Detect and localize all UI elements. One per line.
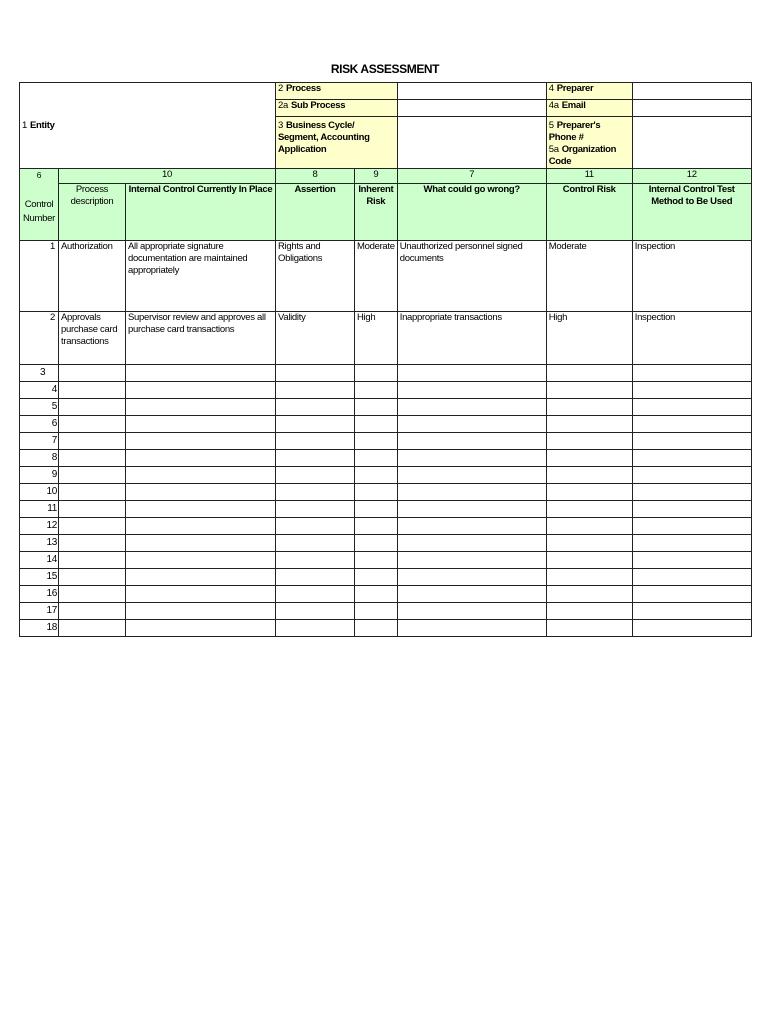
table-row xyxy=(20,569,752,586)
empty-cell[interactable] xyxy=(59,433,126,450)
empty-cell[interactable] xyxy=(126,433,276,450)
table-row xyxy=(20,501,752,518)
colnum-6-and-control-number xyxy=(20,169,59,241)
subprocess-num: 2a xyxy=(278,100,288,111)
column-number-9: 9 xyxy=(355,169,398,184)
control-number-cell[interactable]: 8 xyxy=(20,450,59,467)
empty-cell[interactable] xyxy=(355,552,398,569)
empty-cell[interactable] xyxy=(355,399,398,416)
email-label-cell xyxy=(546,100,632,117)
empty-cell[interactable] xyxy=(126,365,276,382)
control-risk-cell[interactable]: High xyxy=(546,312,632,365)
empty-cell[interactable] xyxy=(59,586,126,603)
empty-cell[interactable] xyxy=(355,535,398,552)
control-number-cell[interactable]: 5 xyxy=(20,399,59,416)
control-number-cell[interactable]: 7 xyxy=(20,433,59,450)
empty-cell[interactable] xyxy=(355,501,398,518)
empty-cell[interactable] xyxy=(632,467,751,484)
empty-cell[interactable] xyxy=(546,620,632,637)
empty-cell[interactable] xyxy=(546,603,632,620)
column-number-row xyxy=(20,169,752,184)
empty-cell[interactable] xyxy=(397,603,546,620)
phone-org-label-cell xyxy=(546,117,632,169)
empty-cell[interactable] xyxy=(276,467,355,484)
column-number-10: 10 xyxy=(59,169,276,184)
empty-cell[interactable] xyxy=(276,518,355,535)
column-number-12: 12 xyxy=(632,169,751,184)
empty-cell[interactable] xyxy=(59,620,126,637)
test-method-cell[interactable]: Inspection xyxy=(632,241,751,312)
empty-cell[interactable] xyxy=(546,416,632,433)
empty-cell[interactable] xyxy=(546,382,632,399)
empty-cell[interactable] xyxy=(546,586,632,603)
empty-cell[interactable] xyxy=(546,518,632,535)
table-row xyxy=(20,484,752,501)
empty-cell[interactable] xyxy=(126,450,276,467)
empty-cell[interactable] xyxy=(59,416,126,433)
table-row xyxy=(20,399,752,416)
control-number-cell[interactable]: 6 xyxy=(20,416,59,433)
phone-org-value[interactable] xyxy=(632,117,751,169)
empty-cell[interactable] xyxy=(546,467,632,484)
empty-cell[interactable] xyxy=(632,569,751,586)
empty-cell[interactable] xyxy=(397,552,546,569)
column-number-7: 7 xyxy=(397,169,546,184)
control-number-cell[interactable]: 9 xyxy=(20,467,59,484)
empty-cell[interactable] xyxy=(632,399,751,416)
empty-cell[interactable] xyxy=(126,484,276,501)
header-row-process xyxy=(20,83,752,100)
empty-cell[interactable] xyxy=(355,467,398,484)
column-header-what-could-go-wrong: What could go wrong? xyxy=(397,184,546,241)
control-number-cell[interactable]: 13 xyxy=(20,535,59,552)
empty-cell[interactable] xyxy=(355,603,398,620)
empty-cell[interactable] xyxy=(59,501,126,518)
empty-cell[interactable] xyxy=(397,382,546,399)
empty-cell[interactable] xyxy=(59,569,126,586)
empty-cell[interactable] xyxy=(276,620,355,637)
email-num: 4a xyxy=(548,100,559,111)
org-code-num: 5a xyxy=(548,144,559,155)
column-header-inherent-risk: Inherent Risk xyxy=(355,184,398,241)
empty-cell[interactable] xyxy=(397,467,546,484)
preparer-num: 4 xyxy=(548,83,554,94)
process-description-cell[interactable]: Approvals purchase card transactions xyxy=(59,312,126,365)
empty-cell[interactable] xyxy=(126,620,276,637)
business-cycle-label-cell xyxy=(276,117,398,169)
process-description-cell[interactable]: Authorization xyxy=(59,241,126,312)
empty-cell[interactable] xyxy=(276,535,355,552)
empty-cell[interactable] xyxy=(126,501,276,518)
empty-cell[interactable] xyxy=(546,433,632,450)
control-number-cell[interactable]: 4 xyxy=(20,382,59,399)
empty-cell[interactable] xyxy=(59,467,126,484)
table-row xyxy=(20,416,752,433)
table-row xyxy=(20,620,752,637)
empty-cell[interactable] xyxy=(632,518,751,535)
empty-cell[interactable] xyxy=(126,552,276,569)
table-row xyxy=(20,382,752,399)
subprocess-label-cell xyxy=(276,100,398,117)
entity-num: 1 xyxy=(22,119,27,131)
inherent-risk-cell[interactable]: Moderate xyxy=(355,241,398,312)
business-cycle-label: Business Cycle/ Segment, Accounting Application xyxy=(278,120,370,155)
assertion-cell[interactable]: Validity xyxy=(276,312,355,365)
risk-assessment-table xyxy=(19,82,752,637)
control-number-cell[interactable]: 11 xyxy=(20,501,59,518)
email-value[interactable] xyxy=(632,100,751,117)
entity-label: Entity xyxy=(29,119,55,131)
control-number-cell[interactable]: 18 xyxy=(20,620,59,637)
empty-cell[interactable] xyxy=(546,535,632,552)
empty-cell[interactable] xyxy=(126,518,276,535)
empty-cell[interactable] xyxy=(59,450,126,467)
empty-cell[interactable] xyxy=(632,484,751,501)
control-number-cell[interactable]: 10 xyxy=(20,484,59,501)
empty-cell[interactable] xyxy=(632,586,751,603)
control-number-cell[interactable]: 12 xyxy=(20,518,59,535)
empty-cell[interactable] xyxy=(355,569,398,586)
empty-cell[interactable] xyxy=(276,603,355,620)
control-number-cell[interactable]: 16 xyxy=(20,586,59,603)
table-row xyxy=(20,552,752,569)
column-header-control-risk: Control Risk xyxy=(546,184,632,241)
empty-cell[interactable] xyxy=(397,620,546,637)
phone-num: 5 xyxy=(548,120,554,131)
empty-cell[interactable] xyxy=(397,501,546,518)
control-number-cell[interactable]: 2 xyxy=(20,312,59,365)
table-row xyxy=(20,586,752,603)
preparer-label: Preparer xyxy=(556,83,594,94)
empty-cell[interactable] xyxy=(276,484,355,501)
empty-cell[interactable] xyxy=(355,433,398,450)
empty-cell[interactable] xyxy=(59,603,126,620)
column-number-6: 6 xyxy=(36,170,42,180)
empty-cell[interactable] xyxy=(632,433,751,450)
control-number-cell[interactable]: 15 xyxy=(20,569,59,586)
process-num: 2 xyxy=(278,83,283,94)
process-value[interactable] xyxy=(397,83,546,100)
inherent-risk-cell[interactable]: High xyxy=(355,312,398,365)
empty-cell[interactable] xyxy=(546,569,632,586)
empty-cell[interactable] xyxy=(355,365,398,382)
column-header-assertion: Assertion xyxy=(276,184,355,241)
empty-cell[interactable] xyxy=(397,535,546,552)
table-row xyxy=(20,433,752,450)
empty-rows xyxy=(20,365,752,637)
control-number-cell[interactable]: 1 xyxy=(20,241,59,312)
empty-cell[interactable] xyxy=(276,433,355,450)
empty-cell[interactable] xyxy=(126,603,276,620)
table-row xyxy=(20,241,752,312)
business-cycle-num: 3 xyxy=(278,120,283,131)
empty-cell[interactable] xyxy=(397,365,546,382)
what-could-go-wrong-cell[interactable]: Inappropriate transactions xyxy=(397,312,546,365)
empty-cell[interactable] xyxy=(355,416,398,433)
table-row xyxy=(20,450,752,467)
preparer-label-cell xyxy=(546,83,632,100)
empty-cell[interactable] xyxy=(59,382,126,399)
empty-cell[interactable] xyxy=(276,552,355,569)
empty-cell[interactable] xyxy=(546,450,632,467)
table-row xyxy=(20,518,752,535)
table-row xyxy=(20,467,752,484)
page-title: RISK ASSESSMENT xyxy=(330,62,440,76)
empty-cell[interactable] xyxy=(355,382,398,399)
email-label: Email xyxy=(561,100,586,111)
empty-cell[interactable] xyxy=(632,501,751,518)
empty-cell[interactable] xyxy=(355,484,398,501)
business-cycle-value[interactable] xyxy=(397,117,546,169)
empty-cell[interactable] xyxy=(397,399,546,416)
column-header-test-method: Internal Control Test Method to Be Used xyxy=(632,184,751,241)
column-number-11: 11 xyxy=(546,169,632,184)
empty-cell[interactable] xyxy=(546,399,632,416)
empty-cell[interactable] xyxy=(546,365,632,382)
empty-cell[interactable] xyxy=(126,416,276,433)
control-number-cell[interactable]: 14 xyxy=(20,552,59,569)
column-header-internal-control: Internal Control Currently In Place xyxy=(126,184,276,241)
column-header-row xyxy=(20,184,752,241)
empty-cell[interactable] xyxy=(632,552,751,569)
empty-cell[interactable] xyxy=(59,552,126,569)
empty-cell[interactable] xyxy=(397,518,546,535)
empty-cell[interactable] xyxy=(276,382,355,399)
empty-cell[interactable] xyxy=(276,399,355,416)
process-label-cell xyxy=(276,83,398,100)
empty-cell[interactable] xyxy=(632,603,751,620)
empty-cell[interactable] xyxy=(632,382,751,399)
empty-cell[interactable] xyxy=(276,450,355,467)
empty-cell[interactable] xyxy=(632,416,751,433)
assertion-cell[interactable]: Rights and Obligations xyxy=(276,241,355,312)
empty-cell[interactable] xyxy=(397,569,546,586)
internal-control-cell[interactable]: All appropriate signature documentation are maintained appropriately xyxy=(126,241,276,312)
empty-cell[interactable] xyxy=(397,433,546,450)
empty-cell[interactable] xyxy=(276,416,355,433)
table-row xyxy=(20,603,752,620)
phone-label: Preparer's Phone # xyxy=(548,120,601,143)
empty-cell[interactable] xyxy=(59,535,126,552)
empty-cell[interactable] xyxy=(59,484,126,501)
empty-cell[interactable] xyxy=(546,484,632,501)
empty-cell[interactable] xyxy=(59,365,126,382)
empty-cell[interactable] xyxy=(276,365,355,382)
control-risk-cell[interactable]: Moderate xyxy=(546,241,632,312)
org-code-label: Organization Code xyxy=(548,144,617,167)
entity-cell[interactable] xyxy=(20,83,276,169)
process-label: Process xyxy=(285,83,321,94)
empty-cell[interactable] xyxy=(126,535,276,552)
empty-cell[interactable] xyxy=(276,569,355,586)
empty-cell[interactable] xyxy=(355,586,398,603)
table-row xyxy=(20,312,752,365)
control-number-cell[interactable]: 17 xyxy=(20,603,59,620)
column-number-8: 8 xyxy=(276,169,355,184)
column-header-process-description: Process description xyxy=(59,184,126,241)
empty-cell[interactable] xyxy=(276,586,355,603)
subprocess-label: Sub Process xyxy=(290,100,346,111)
test-method-cell[interactable]: Inspection xyxy=(632,312,751,365)
column-header-control-number: Control Number xyxy=(23,199,55,224)
empty-cell[interactable] xyxy=(397,450,546,467)
table-row xyxy=(20,535,752,552)
empty-cell[interactable] xyxy=(546,552,632,569)
empty-cell[interactable] xyxy=(397,586,546,603)
empty-cell[interactable] xyxy=(397,416,546,433)
table-row xyxy=(20,365,752,382)
empty-cell[interactable] xyxy=(632,535,751,552)
empty-cell[interactable] xyxy=(126,586,276,603)
empty-cell[interactable] xyxy=(397,484,546,501)
empty-cell[interactable] xyxy=(126,382,276,399)
empty-cell[interactable] xyxy=(546,501,632,518)
empty-cell[interactable] xyxy=(632,450,751,467)
internal-control-cell[interactable]: Supervisor review and approves all purchase card transactions xyxy=(126,312,276,365)
preparer-value[interactable] xyxy=(632,83,751,100)
empty-cell[interactable] xyxy=(59,399,126,416)
empty-cell[interactable] xyxy=(355,518,398,535)
empty-cell[interactable] xyxy=(126,467,276,484)
empty-cell[interactable] xyxy=(276,501,355,518)
empty-cell[interactable] xyxy=(632,620,751,637)
empty-cell[interactable] xyxy=(355,450,398,467)
empty-cell[interactable] xyxy=(59,518,126,535)
control-number-cell[interactable]: 3 xyxy=(20,365,59,382)
empty-cell[interactable] xyxy=(126,569,276,586)
subprocess-value[interactable] xyxy=(397,100,546,117)
what-could-go-wrong-cell[interactable]: Unauthorized personnel signed documents xyxy=(397,241,546,312)
empty-cell[interactable] xyxy=(126,399,276,416)
empty-cell[interactable] xyxy=(355,620,398,637)
empty-cell[interactable] xyxy=(632,365,751,382)
